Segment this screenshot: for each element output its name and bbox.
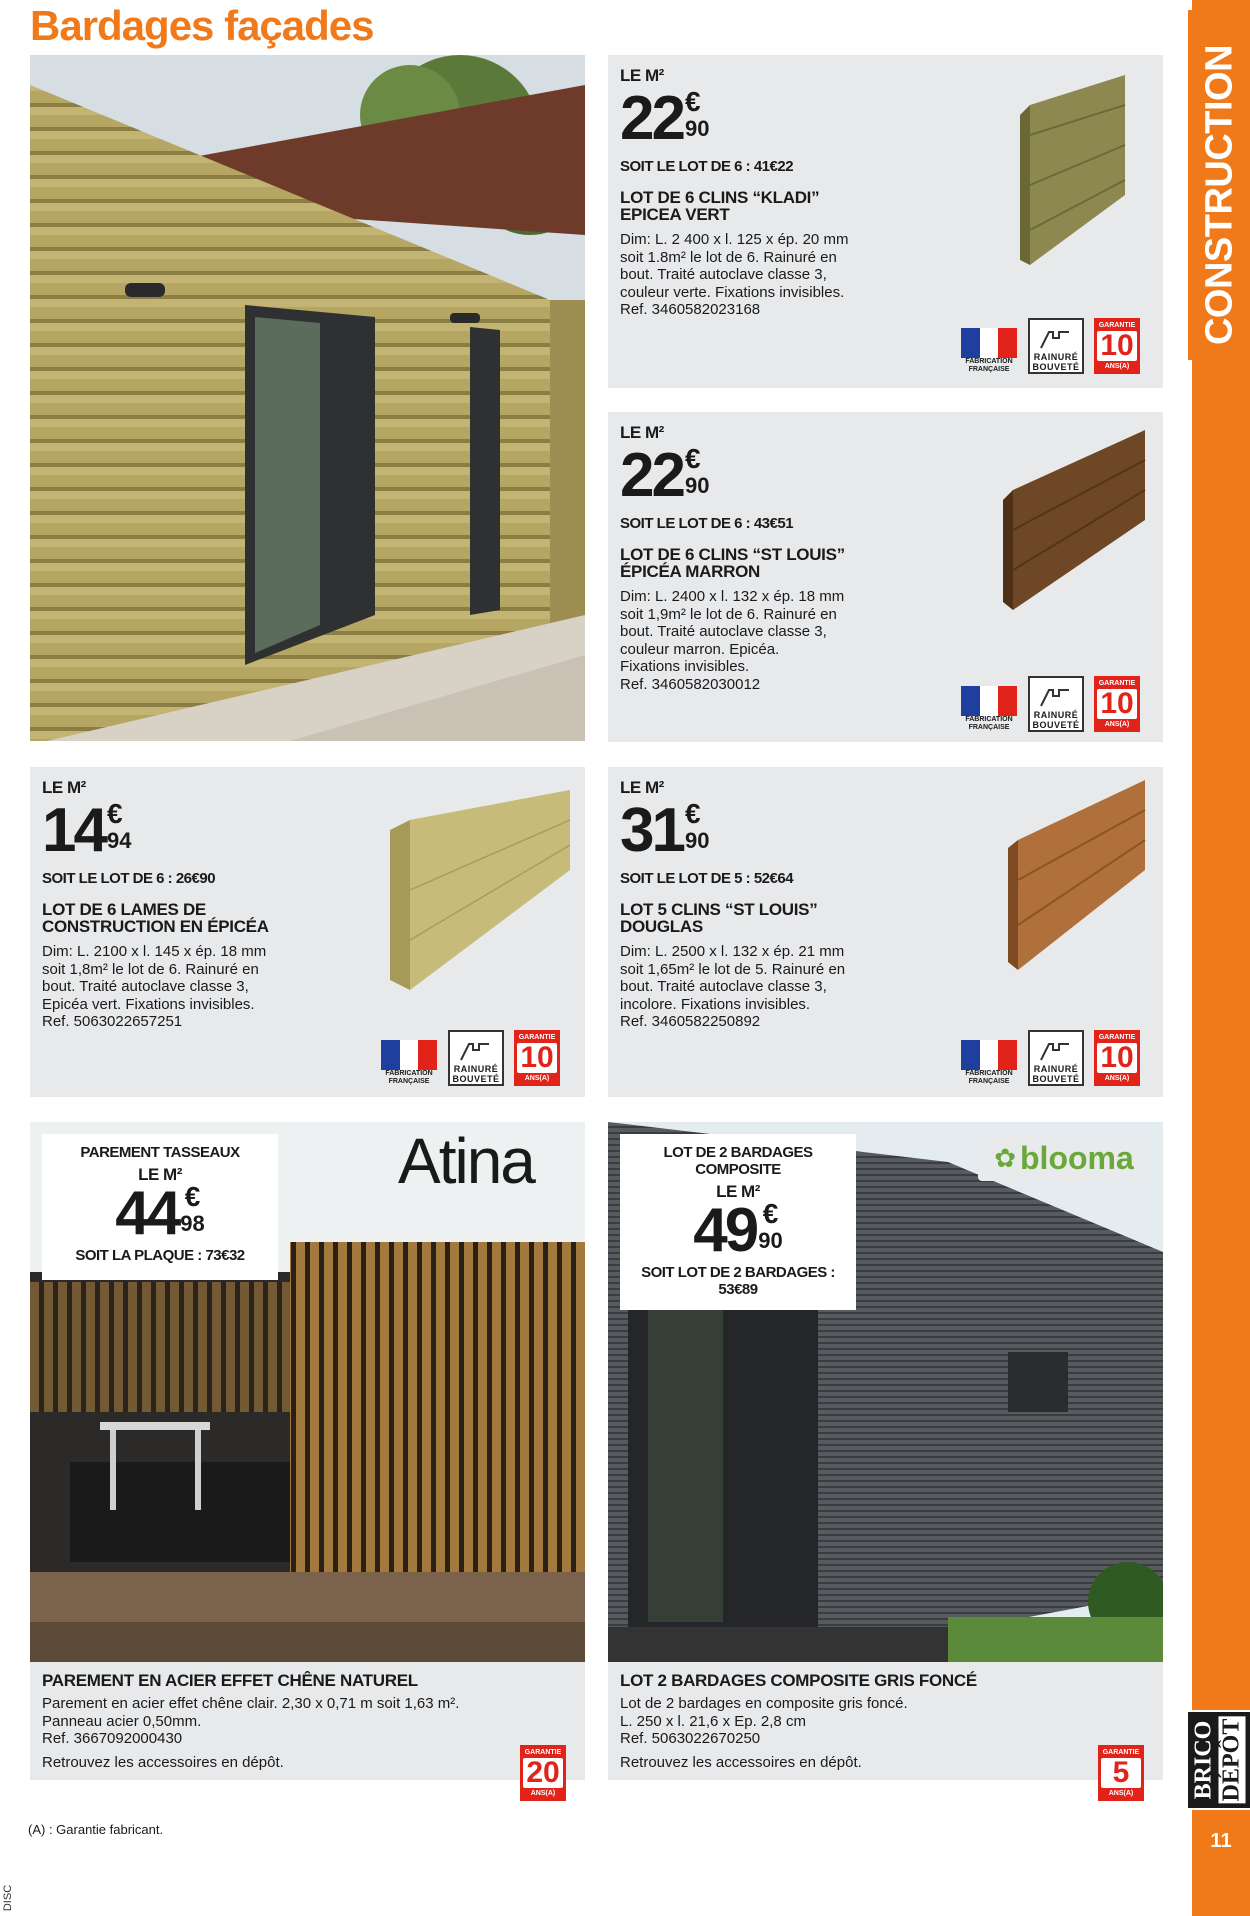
product-description: Lot de 2 bardages en composite gris foncé. L. 250 x l. 21,6 x Ep. 2,8 cm Ref. 5063022670250 bbox=[620, 1695, 908, 1747]
product-name: LOT DE 6 CLINS “KLADI” EPICEA VERT bbox=[620, 188, 820, 224]
tongue-groove-icon: RAINURÉ BOUVETÉ bbox=[448, 1030, 504, 1086]
warranty-badge: GARANTIE 5 ANS(A) bbox=[1098, 1745, 1144, 1801]
lot-price: SOIT LE LOT DE 6 : 26€90 bbox=[42, 870, 216, 887]
badge-group bbox=[960, 1030, 1140, 1086]
price-box-parement: PAREMENT TASSEAUX LE M² 44 € 98 SOIT LA PLAQUE : 73€32 bbox=[42, 1134, 278, 1280]
product-info: LE M² 22 € 90 SOIT LE LOT DE 6 : 43€51 LOT DE 6 CLINS “ST LOUIS” ÉPICÉA MARRON Dim: L. 2400 x l. 132 x ép. 18 mm soit 1,9m² le lot de 6. Rainuré en bout. Traité autoclave classe 3, couleur marron. Epicéa. Fixations invisibles. Ref. 3460582030012 bbox=[620, 423, 920, 693]
blooma-flower-icon: ✿ bbox=[994, 1142, 1016, 1173]
warranty-badge: GARANTIE 10 ANS(A) bbox=[1094, 1030, 1140, 1086]
product-name: PAREMENT EN ACIER EFFET CHÊNE NATUREL bbox=[42, 1671, 418, 1690]
badge-group bbox=[380, 1030, 560, 1086]
board-image-kladi bbox=[1010, 75, 1135, 265]
price: 49 € 90 bbox=[693, 1196, 783, 1265]
unit-label: LE M² bbox=[620, 66, 664, 85]
price: 22 € 90 bbox=[620, 441, 710, 510]
board-image-epicea bbox=[390, 790, 575, 990]
price: 31 € 90 bbox=[620, 796, 710, 865]
product-info: LOT 2 BARDAGES COMPOSITE GRIS FONCÉ Lot de 2 bardages en composite gris foncé. L. 250 x l. 21,6 x Ep. 2,8 cm Ref. 5063022670250 Retrouvez les accessoires en dépôt. bbox=[620, 1672, 1100, 1771]
price: 44 € 98 bbox=[115, 1179, 205, 1248]
brico-depot-logo: BRICO DÉPÔT bbox=[1186, 1710, 1250, 1810]
product-info: LE M² 31 € 90 SOIT LE LOT DE 5 : 52€64 LOT 5 CLINS “ST LOUIS” DOUGLAS Dim: L. 2500 x l. 132 x ép. 21 mm soit 1,65m² le lot de 5. Rainuré en bout. Traité autoclave classe 3, incolore. Fixations invisibles. Ref. 3460582250892 bbox=[620, 778, 920, 1031]
footnote: (A) : Garantie fabricant. bbox=[28, 1822, 164, 1837]
french-flag-icon: FABRICATION FRANÇAISE bbox=[960, 686, 1018, 732]
french-flag-icon: FABRICATION FRANÇAISE bbox=[960, 1040, 1018, 1086]
badge-group bbox=[960, 318, 1140, 374]
lot-price: SOIT LE LOT DE 6 : 43€51 bbox=[620, 515, 794, 532]
price: 22 € 90 bbox=[620, 84, 710, 153]
product-name: LOT DE 6 LAMES DE CONSTRUCTION EN ÉPICÉA bbox=[42, 900, 269, 936]
lot-price: SOIT LE LOT DE 5 : 52€64 bbox=[620, 870, 794, 887]
warranty-badge: GARANTIE 10 ANS(A) bbox=[1094, 676, 1140, 732]
warranty-badge: GARANTIE 10 ANS(A) bbox=[1094, 318, 1140, 374]
blooma-logo: ✿ blooma bbox=[978, 1135, 1150, 1181]
badge-group bbox=[960, 676, 1140, 732]
price-box-composite: LOT DE 2 BARDAGES COMPOSITE LE M² 49 € 90 SOIT LOT DE 2 BARDAGES : 53€89 bbox=[620, 1134, 856, 1310]
product-info: PAREMENT EN ACIER EFFET CHÊNE NATUREL Parement en acier effet chêne clair. 2,30 x 0,71 m soit 1,63 m². Panneau acier 0,50mm. Ref. 3667092000430 Retrouvez les accessoires en dépôt. bbox=[42, 1672, 522, 1771]
lot-price: SOIT LA PLAQUE : 73€32 bbox=[75, 1247, 245, 1264]
page-title: Bardages façades bbox=[30, 2, 374, 49]
tongue-groove-icon: RAINURÉ BOUVETÉ bbox=[1028, 318, 1084, 374]
tongue-groove-icon: RAINURÉ BOUVETÉ bbox=[1028, 1030, 1084, 1086]
tongue-groove-icon: RAINURÉ BOUVETÉ bbox=[1028, 676, 1084, 732]
product-description: Dim: L. 2 400 x l. 125 x ép. 20 mm soit 1.8m² le lot de 6. Rainuré en bout. Traité autoclave classe 3, couleur verte. Fixations invisibles. Ref. 3460582023168 bbox=[620, 231, 849, 318]
atina-logo: Atina bbox=[398, 1125, 534, 1197]
product-name: LOT 2 BARDAGES COMPOSITE GRIS FONCÉ bbox=[620, 1671, 977, 1690]
product-name: LOT 5 CLINS “ST LOUIS” DOUGLAS bbox=[620, 900, 818, 936]
product-name: LOT DE 6 CLINS “ST LOUIS” ÉPICÉA MARRON bbox=[620, 545, 845, 581]
french-flag-icon: FABRICATION FRANÇAISE bbox=[380, 1040, 438, 1086]
product-info bbox=[620, 66, 920, 319]
board-image-douglas bbox=[1000, 780, 1150, 970]
product-description: Dim: L. 2100 x l. 145 x ép. 18 mm soit 1,8m² le lot de 6. Rainuré en bout. Traité autoclave classe 3, Epicéa vert. Fixations invisibles. Ref. 5063022657251 bbox=[42, 943, 267, 1030]
product-description: Dim: L. 2500 x l. 132 x ép. 21 mm soit 1,65m² le lot de 5. Rainuré en bout. Traité autoclave classe 3, incolore. Fixations invisibles. Ref. 3460582250892 bbox=[620, 943, 846, 1030]
price: 14 € 94 bbox=[42, 796, 132, 865]
board-image-st-louis-marron bbox=[995, 430, 1150, 610]
lot-price: SOIT LOT DE 2 BARDAGES : bbox=[641, 1264, 835, 1281]
product-description: Parement en acier effet chêne clair. 2,30 x 0,71 m soit 1,63 m². Panneau acier 0,50mm. Ref. 3667092000430 bbox=[42, 1695, 460, 1747]
lot-price: SOIT LE LOT DE 6 : 41€22 bbox=[620, 158, 794, 175]
warranty-badge: GARANTIE 20 ANS(A) bbox=[520, 1745, 566, 1801]
warranty-badge: GARANTIE 10 ANS(A) bbox=[514, 1030, 560, 1086]
product-description: Dim: L. 2400 x l. 132 x ép. 18 mm soit 1,9m² le lot de 6. Rainuré en bout. Traité autoclave classe 3, couleur marron. Epicéa. Fixations invisibles. Ref. 3460582030012 bbox=[620, 588, 845, 693]
side-code: DISC bbox=[2, 1884, 14, 1912]
section-label: CONSTRUCTION bbox=[1198, 44, 1241, 346]
hero-photo-green-cladding bbox=[30, 55, 585, 741]
page-number: 11 bbox=[1210, 1830, 1232, 1852]
product-info: LE M² 14 € 94 SOIT LE LOT DE 6 : 26€90 LOT DE 6 LAMES DE CONSTRUCTION EN ÉPICÉA Dim: L. 2100 x l. 145 x ép. 18 mm soit 1,8m² le lot de 6. Rainuré en bout. Traité autoclave classe 3, Epicéa vert. Fixations invisibles. Ref. 5063022657251 bbox=[42, 778, 362, 1031]
french-flag-icon: FABRICATION FRANÇAISE bbox=[960, 328, 1018, 374]
